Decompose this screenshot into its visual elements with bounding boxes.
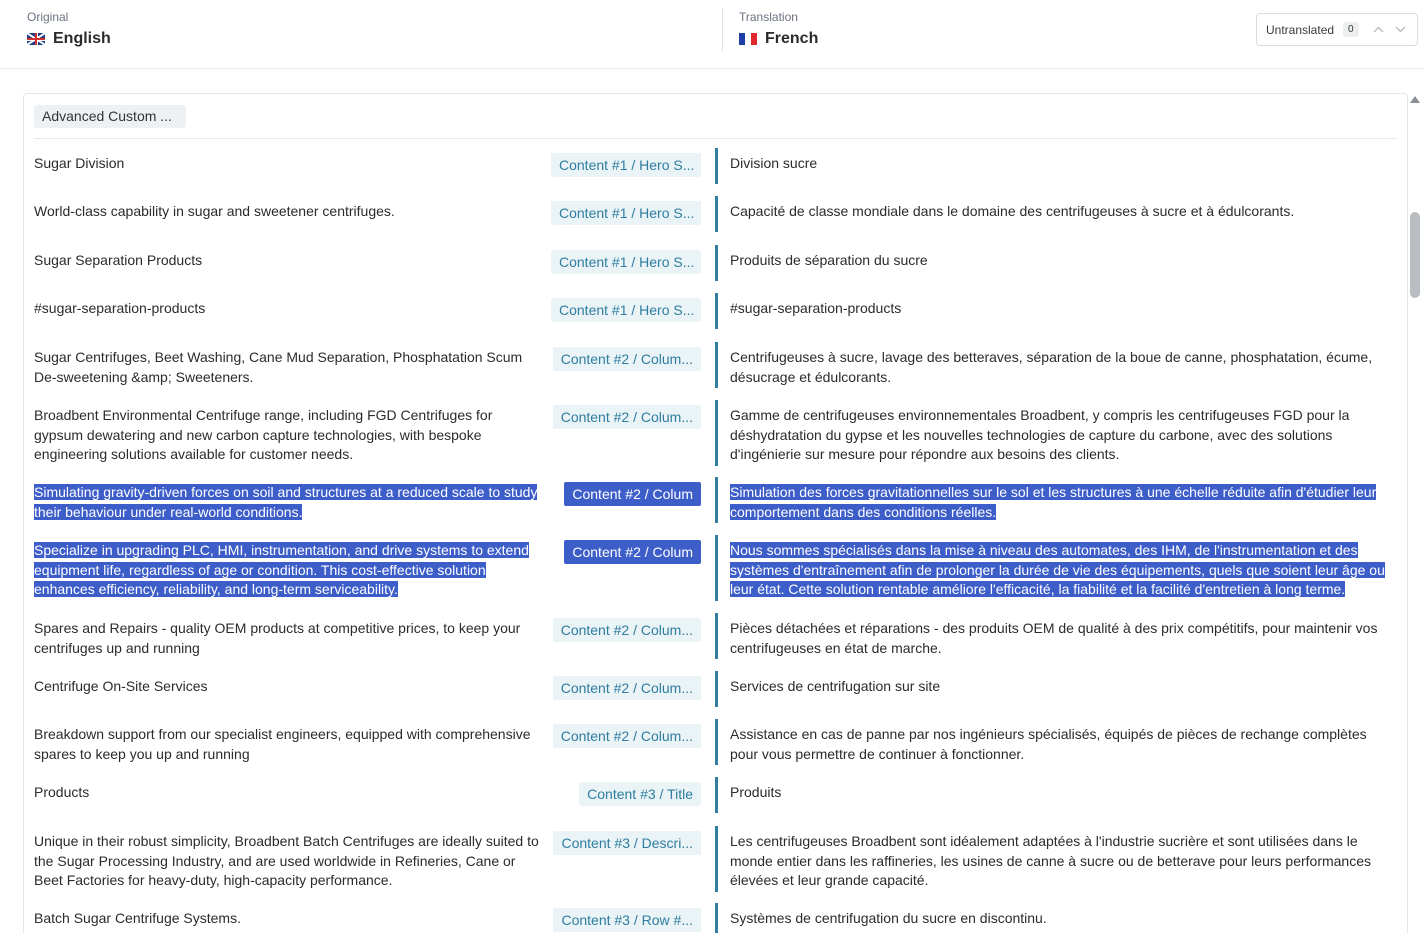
context-chip[interactable]: Content #2 / Colum...	[553, 347, 701, 371]
untranslated-label: Untranslated	[1266, 22, 1335, 37]
source-text-content: #sugar-separation-products	[34, 300, 206, 316]
row-accent-bar	[715, 903, 718, 933]
translation-language-name: French	[765, 30, 819, 47]
translation-text-content: Produits de séparation du sucre	[730, 252, 928, 268]
row-accent-bar	[715, 148, 718, 184]
row-accent-bar	[715, 613, 718, 659]
context-chip[interactable]: Content #2 / Colum	[564, 482, 701, 506]
translation-text[interactable]	[730, 783, 1398, 803]
source-text-content: World-class capability in sugar and sweetener centrifuges.	[34, 203, 395, 219]
original-label: Original	[27, 10, 69, 24]
translation-language	[739, 30, 818, 48]
translation-text[interactable]	[730, 541, 1398, 600]
source-text	[34, 619, 544, 658]
translation-text-content: Capacité de classe mondiale dans le domaine des centrifugeuses à sucre et à édulcorants.	[730, 203, 1295, 219]
context-chip[interactable]: Content #1 / Hero S...	[551, 153, 701, 177]
source-text	[34, 483, 544, 522]
scroll-up-arrow-icon[interactable]	[1410, 96, 1420, 103]
row-accent-bar	[715, 826, 718, 892]
source-text	[34, 541, 544, 600]
source-text-content: Simulating gravity-driven forces on soil and structures at a reduced scale to study their behaviour under real-world conditions.	[34, 484, 538, 520]
translation-text[interactable]	[730, 348, 1398, 387]
context-chip[interactable]: Content #1 / Hero S...	[551, 298, 701, 322]
original-language-name: English	[53, 30, 111, 47]
translation-text-content: Systèmes de centrifugation du sucre en discontinu.	[730, 910, 1047, 926]
translation-text-content: Centrifugeuses à sucre, lavage des betteraves, séparation de la boue de canne, phosphatation, écume, désucrage et édulcorants.	[730, 349, 1373, 385]
strings-panel	[23, 93, 1408, 933]
source-text	[34, 251, 544, 271]
translation-text-content: Services de centrifugation sur site	[730, 678, 941, 694]
row-accent-bar	[715, 477, 718, 523]
source-text-content: Broadbent Environmental Centrifuge range, including FGD Centrifuges for gypsum dewatering and new carbon capture technologies, with bespoke engineering solutions available for customer needs.	[34, 407, 493, 462]
translation-label: Translation	[739, 10, 798, 24]
translation-text[interactable]	[730, 909, 1398, 929]
source-text	[34, 348, 544, 387]
translation-text[interactable]	[730, 202, 1398, 222]
source-text	[34, 677, 544, 697]
source-text-content: Products	[34, 784, 90, 800]
translation-text-content: Gamme de centrifugeuses environnementales Broadbent, y compris les centrifugeuses FGD pour la déshydratation du gypse et les nouvelles technologies de capture du carbone, avec des solutions d'ingénierie sur mesure pour répondre aux besoins des clients.	[730, 407, 1350, 462]
row-accent-bar	[715, 342, 718, 388]
row-accent-bar	[715, 671, 718, 707]
context-chip[interactable]: Content #3 / Title	[579, 782, 701, 806]
source-text-content: Sugar Separation Products	[34, 252, 203, 268]
source-text	[34, 202, 544, 222]
context-chip[interactable]: Content #2 / Colum...	[553, 676, 701, 700]
translation-text[interactable]	[730, 619, 1398, 658]
chevron-down-icon[interactable]	[1391, 20, 1411, 40]
source-text	[34, 406, 544, 465]
source-text-content: Sugar Division	[34, 155, 125, 171]
source-text	[34, 783, 544, 803]
source-text	[34, 725, 544, 764]
row-accent-bar	[715, 400, 718, 466]
source-text	[34, 299, 544, 319]
uk-flag-icon	[27, 33, 45, 45]
translation-text-content: Nous sommes spécialisés dans la mise à niveau des automates, des IHM, de l'instrumentation et des systèmes d'entraînement afin de prolonger la durée de vie des équipements, quels que soient leur âge ou leur état. Cette solution rentable améliore l'efficacité, la fiabilité et la facilité d'entretien à long terme.	[730, 542, 1385, 597]
translation-text[interactable]	[730, 251, 1398, 271]
scrollbar-thumb[interactable]	[1410, 212, 1420, 298]
context-chip[interactable]: Content #2 / Colum...	[553, 405, 701, 429]
source-text-content: Sugar Centrifuges, Beet Washing, Cane Mud Separation, Phosphatation Scum De-sweetening &amp; Sweeteners.	[34, 349, 523, 385]
source-text-content: Centrifuge On-Site Services	[34, 678, 208, 694]
group-chip[interactable]: Advanced Custom ...	[34, 105, 186, 128]
source-text-content: Specialize in upgrading PLC, HMI, instrumentation, and drive systems to extend equipment life, regardless of age or condition. This cost-effective solution enhances efficiency, reliability, and long-term serviceability.	[34, 542, 529, 597]
translation-text-content: Les centrifugeuses Broadbent sont idéalement adaptées à l'industrie sucrière et sont utilisées dans le monde entier dans les raffineries, les usines de canne à sucre ou de betterave pour leurs performances élevées et leur grande capacité.	[730, 833, 1371, 888]
row-accent-bar	[715, 719, 718, 765]
translation-text[interactable]	[730, 725, 1398, 764]
context-chip[interactable]: Content #2 / Colum...	[553, 618, 701, 642]
source-text	[34, 154, 544, 174]
group-divider	[34, 138, 1397, 139]
translation-text-content: Produits	[730, 784, 782, 800]
context-chip[interactable]: Content #1 / Hero S...	[551, 201, 701, 225]
source-text-content: Unique in their robust simplicity, Broadbent Batch Centrifuges are ideally suited to the Sugar Processing Industry, and are used worldwide in Refineries, Cane or Beet Factories for heavy-duty, high-capacity performance.	[34, 833, 539, 888]
source-text	[34, 909, 544, 929]
header-divider	[722, 8, 723, 52]
translation-text[interactable]	[730, 406, 1398, 465]
row-accent-bar	[715, 196, 718, 232]
source-text-content: Breakdown support from our specialist engineers, equipped with comprehensive spares to keep you up and running	[34, 726, 531, 762]
row-accent-bar	[715, 245, 718, 281]
untranslated-filter[interactable]	[1256, 13, 1418, 46]
translation-text-content: Assistance en cas de panne par nos ingénieurs spécialisés, équipés de pièces de rechange complètes pour vous permettre de continuer à fonctionner.	[730, 726, 1367, 762]
chevron-up-icon[interactable]	[1369, 20, 1389, 40]
context-chip[interactable]: Content #1 / Hero S...	[551, 250, 701, 274]
translation-text[interactable]	[730, 832, 1398, 891]
row-accent-bar	[715, 293, 718, 329]
row-accent-bar	[715, 777, 718, 813]
translation-language-column	[739, 10, 818, 48]
context-chip[interactable]: Content #3 / Row #...	[553, 908, 701, 932]
translation-text[interactable]	[730, 154, 1398, 174]
translation-text-content: Division sucre	[730, 155, 818, 171]
translation-text[interactable]	[730, 677, 1398, 697]
context-chip[interactable]: Content #2 / Colum	[564, 540, 701, 564]
translation-text-content: Simulation des forces gravitationnelles sur le sol et les structures à une échelle réduite afin d'étudier leur comportement dans des conditions réelles.	[730, 484, 1377, 520]
source-text-content: Batch Sugar Centrifuge Systems.	[34, 910, 241, 926]
original-language	[27, 30, 111, 48]
context-chip[interactable]: Content #3 / Descri...	[553, 831, 701, 855]
source-text	[34, 832, 544, 891]
source-text-content: Spares and Repairs - quality OEM products at competitive prices, to keep your centrifuges up and running	[34, 620, 521, 656]
translation-text[interactable]	[730, 483, 1398, 522]
context-chip[interactable]: Content #2 / Colum...	[553, 724, 701, 748]
editor-header	[0, 0, 1423, 69]
france-flag-icon	[739, 33, 757, 45]
row-accent-bar	[715, 535, 718, 601]
translation-text-content: #sugar-separation-products	[730, 300, 902, 316]
original-language-column	[27, 10, 111, 48]
translation-text-content: Pièces détachées et réparations - des produits OEM de qualité à des prix compétitifs, pour maintenir vos centrifugeuses en état de marche.	[730, 620, 1378, 656]
untranslated-count-badge: 0	[1343, 22, 1359, 37]
translation-text[interactable]	[730, 299, 1398, 319]
